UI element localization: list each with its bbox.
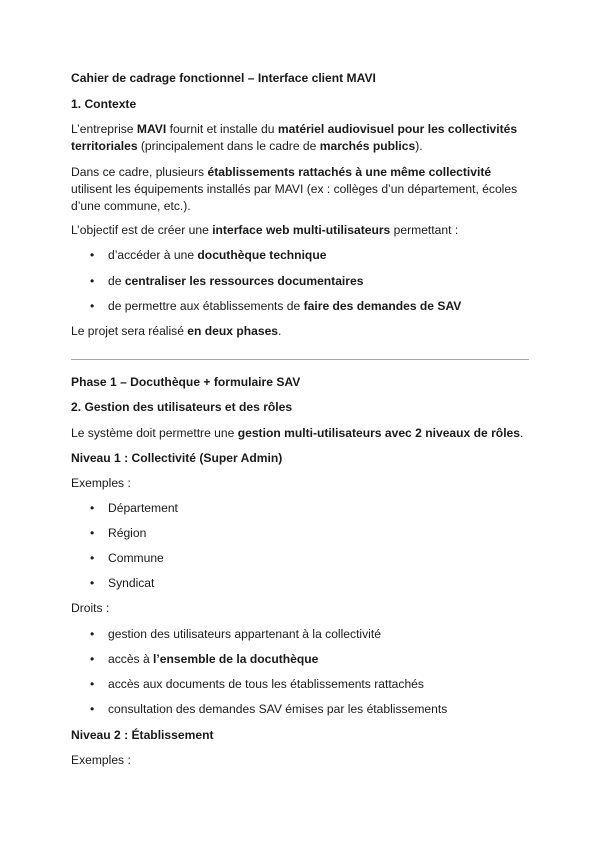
bullet-icon: • [90,299,95,313]
section-2-heading: 2. Gestion des utilisateurs et des rôles [71,400,293,414]
roles-paragraph: Le système doit permettre une gestion multi-utilisateurs avec 2 niveaux de rôles. [71,426,524,440]
document-title: Cahier de cadrage fonctionnel – Interface client MAVI [71,71,376,85]
bullet-icon: • [90,677,95,691]
objective-paragraph: L’objectif est de créer une interface web multi-utilisateurs permettant : [71,223,459,237]
phases-paragraph: Le projet sera réalisé en deux phases. [71,324,282,338]
bullet-icon: • [90,248,95,262]
bullet-icon: • [90,702,95,716]
bullet-icon: • [90,576,95,590]
examples-label: Exemples : [71,476,131,490]
bullet-icon: • [90,652,95,666]
section-1-heading: 1. Contexte [71,97,137,111]
context-paragraph-1: L’entreprise MAVI fournit et installe du matériel audiovisuel pour les collectivités territoriales (principalement dans le cadre de marchés publics). [71,122,518,153]
bullet-icon: • [90,526,95,540]
examples-label-2: Exemples : [71,753,131,767]
bullet-icon: • [90,551,95,565]
horizontal-divider [71,359,529,360]
level-1-heading: Niveau 1 : Collectivité (Super Admin) [71,451,283,465]
document-page: Cahier de cadrage fonctionnel – Interface client MAVI 1. Contexte L’entreprise MAVI fournit et installe du matériel audiovisuel pour les collectivités territoriales (principalement dans le cadre de marchés publics). Dans ce cadre, plusieurs établissements rattachés à une même collectivité utilisent les équipements installés par MAVI (ex : collèges d’un département, écoles d’une commune, etc.). L’objectif est de créer une interface web multi-utilisateurs permettant : • d’accéder à une docuthèque technique • de centraliser les ressources documentaires • de permettre aux établissements de faire des demandes de SAV Le projet sera réalisé en deux phases. Phase 1 – Docuthèque + formulaire SAV 2. Gestion des utilisateurs et des rôles Le système doit permettre une gestion multi-utilisateurs avec 2 niveaux de rôles. Niveau 1 : Collectivité (Super Admin) Exemples : • Département • Région • Commune • Syndicat Droits : • gestion des utilisateurs appartenant à la collectivité • accès à l’ensemble de la docuthèque • accès aux documents de tous les établissements rattachés • consultation des demandes SAV émises par les établissements Niveau 2 : Établissement Exemples : [0,0,600,849]
bullet-icon: • [90,627,95,641]
bullet-icon: • [90,274,95,288]
level-2-heading: Niveau 2 : Établissement [71,728,214,742]
bullet-icon: • [90,501,95,515]
phase-1-heading: Phase 1 – Docuthèque + formulaire SAV [71,375,301,389]
context-paragraph-2: Dans ce cadre, plusieurs établissements rattachés à une même collectivité utilisent les équipements installés par MAVI (ex : collèges d’un département, écoles d’une commune, etc.). [71,165,518,213]
rights-label: Droits : [71,601,110,615]
